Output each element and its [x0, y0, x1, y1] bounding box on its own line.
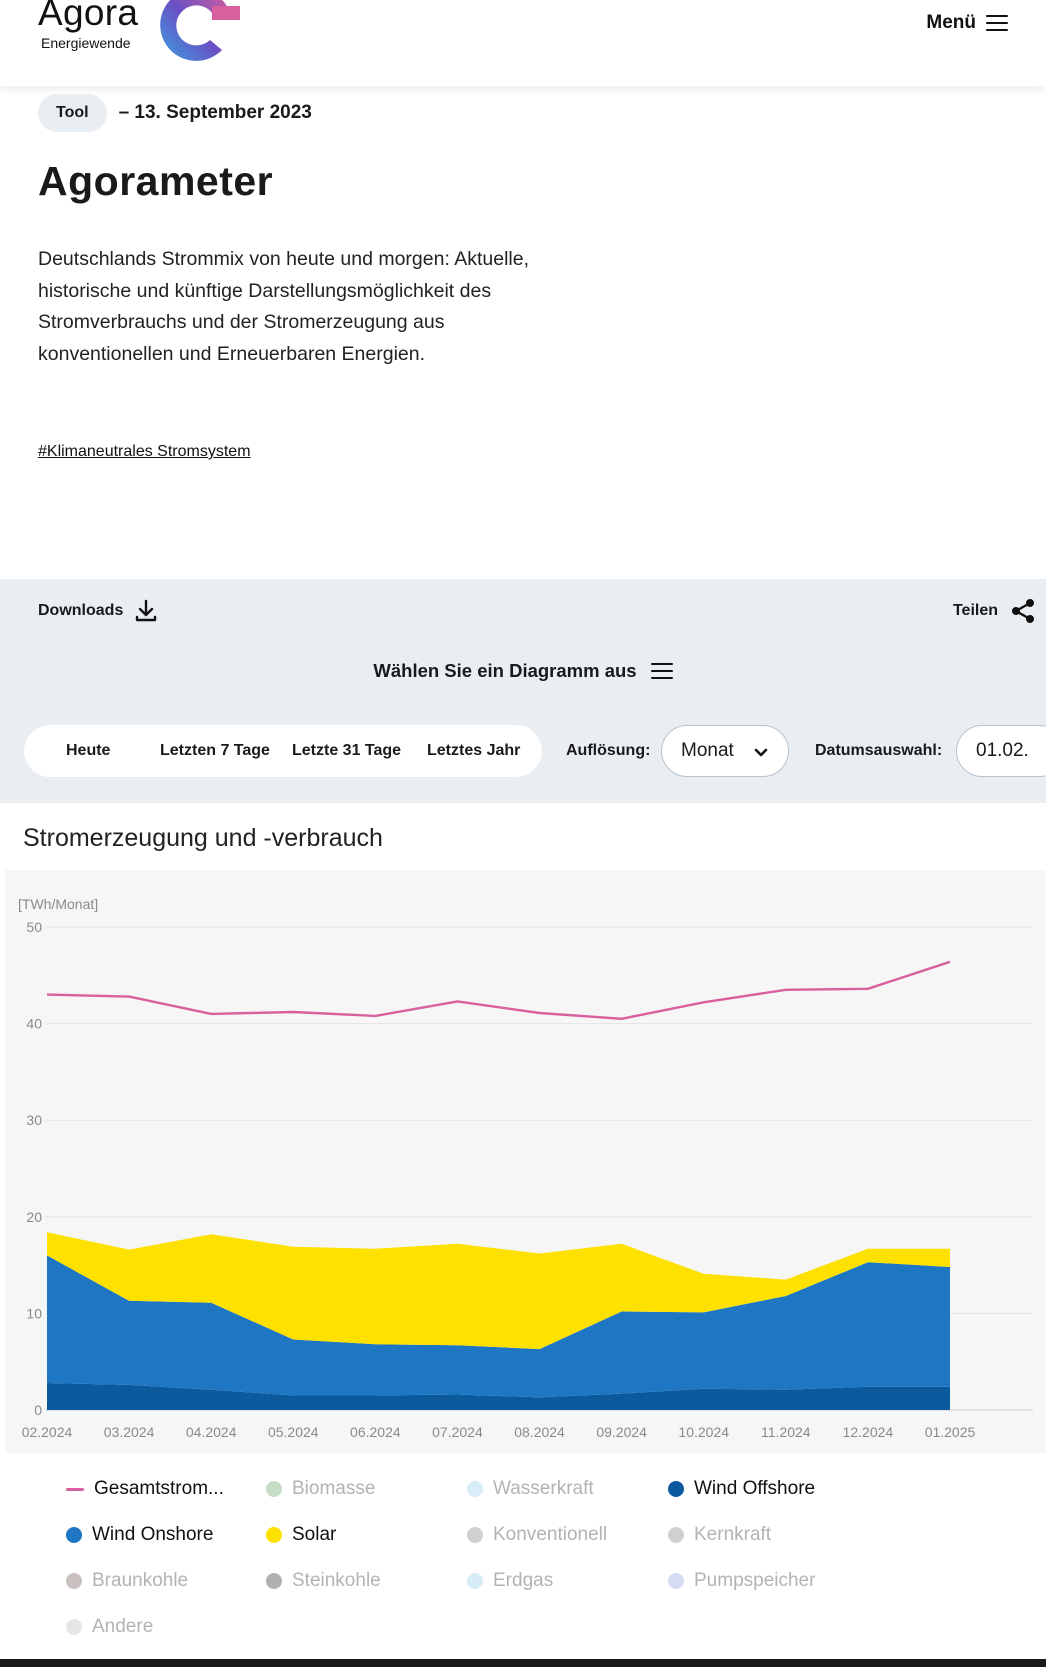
area-chart [5, 870, 1046, 1453]
range-last-year[interactable]: Letztes Jahr [427, 742, 521, 759]
legend-label: Biomasse [292, 1478, 376, 1499]
chart-area [5, 870, 1046, 1453]
download-icon [135, 599, 157, 623]
x-tick-label: 07.2024 [432, 1424, 483, 1440]
chart-selector[interactable] [0, 660, 1046, 682]
resolution-label: Auflösung: [566, 742, 651, 759]
legend-item[interactable] [668, 1478, 815, 1500]
legend-dot-swatch [467, 1481, 483, 1497]
date-picker-label: Datumsauswahl: [815, 742, 943, 759]
hamburger-icon [986, 15, 1008, 31]
legend-dot-swatch [467, 1573, 483, 1589]
legend-item[interactable] [266, 1478, 375, 1500]
date-picker-input[interactable] [956, 725, 1046, 777]
y-tick-label: 0 [34, 1402, 42, 1418]
list-icon [651, 663, 673, 679]
logo-subtitle[interactable]: Energiewende [41, 35, 131, 51]
legend-label: Wind Offshore [694, 1478, 816, 1499]
legend-item[interactable] [66, 1524, 213, 1546]
resolution-select[interactable] [661, 725, 789, 777]
legend-label: Wind Onshore [92, 1524, 214, 1545]
legend-label: Solar [292, 1524, 337, 1545]
site-header [0, 0, 1046, 86]
menu-button[interactable] [926, 12, 1008, 34]
legend-label: Gesamtstrom... [94, 1478, 224, 1499]
date-picker-value: 01.02. [976, 740, 1029, 761]
publish-date: – 13. September 2023 [118, 102, 312, 123]
downloads-label: Downloads [38, 602, 124, 619]
chart-legend [0, 1478, 1046, 1658]
resolution-value: Monat [681, 740, 734, 761]
legend-dot-swatch [66, 1527, 82, 1543]
range-31-days[interactable]: Letzte 31 Tage [292, 742, 402, 759]
y-tick-label: 30 [26, 1112, 42, 1129]
legend-dot-swatch [266, 1573, 282, 1589]
legend-item[interactable] [467, 1524, 607, 1546]
x-tick-label: 08.2024 [514, 1424, 565, 1440]
y-tick-label: 50 [26, 919, 42, 935]
x-tick-label: 03.2024 [103, 1424, 155, 1440]
x-tick-label: 12.2024 [842, 1424, 894, 1440]
legend-dot-swatch [266, 1527, 282, 1543]
x-tick-label: 06.2024 [350, 1424, 401, 1440]
legend-label: Erdgas [493, 1570, 554, 1591]
legend-dot-swatch [467, 1527, 483, 1543]
legend-dot-swatch [266, 1481, 282, 1497]
y-tick-label: 10 [26, 1305, 42, 1322]
legend-item[interactable] [668, 1570, 815, 1592]
legend-label: Kernkraft [694, 1524, 772, 1545]
legend-dot-swatch [668, 1481, 684, 1497]
legend-label: Konventionell [493, 1524, 608, 1545]
downloads-button[interactable] [38, 599, 157, 623]
legend-item[interactable] [66, 1616, 153, 1638]
y-axis-label: [TWh/Monat] [18, 896, 99, 912]
legend-item[interactable] [66, 1570, 188, 1592]
legend-item[interactable] [467, 1570, 553, 1592]
line-series-total [47, 962, 950, 1019]
category-tag[interactable]: Tool [38, 94, 107, 132]
legend-label: Andere [92, 1616, 154, 1637]
share-label: Teilen [952, 602, 998, 619]
x-tick-label: 05.2024 [267, 1424, 319, 1440]
legend-dot-swatch [668, 1527, 684, 1543]
x-tick-label: 10.2024 [678, 1424, 730, 1440]
legend-dot-swatch [668, 1573, 684, 1589]
legend-item[interactable] [266, 1570, 381, 1592]
legend-item[interactable] [668, 1524, 771, 1546]
legend-item[interactable] [66, 1478, 224, 1500]
time-range-group [24, 725, 542, 777]
legend-dot-swatch [66, 1573, 82, 1589]
legend-item[interactable] [467, 1478, 594, 1500]
chart-toolbar [0, 579, 1046, 803]
range-7-days[interactable]: Letzten 7 Tage [160, 742, 270, 759]
chart-selector-label: Wählen Sie ein Diagramm aus [373, 660, 637, 681]
share-button[interactable] [953, 599, 1036, 623]
article-meta [38, 94, 312, 132]
legend-label: Pumpspeicher [694, 1570, 816, 1591]
legend-label: Steinkohle [292, 1570, 381, 1591]
x-tick-label: 04.2024 [185, 1424, 237, 1440]
intro-text: Deutschlands Strommix von heute und morgen: Aktuelle, historische und künftige Darstellungsmöglichkeit des Stromverbrauchs und der Stromerzeugung aus konventionellen und Erneuerbaren Energien. [38, 248, 530, 365]
legend-item[interactable] [266, 1524, 336, 1546]
x-tick-label: 09.2024 [596, 1424, 647, 1440]
hashtag-link[interactable]: #Klimaneutrales Stromsystem [38, 443, 251, 460]
bottom-bar [0, 1659, 1046, 1667]
page-title: Agorameter [38, 158, 274, 204]
legend-line-swatch [66, 1488, 84, 1491]
share-icon [1010, 599, 1036, 623]
chevron-down-icon [754, 742, 768, 762]
logo-mark-icon[interactable] [152, 0, 240, 68]
logo-wordmark[interactable]: Agora [38, 0, 139, 33]
y-tick-label: 20 [26, 1208, 42, 1225]
menu-label: Menü [926, 12, 976, 33]
legend-label: Wasserkraft [493, 1478, 594, 1499]
x-tick-label: 01.2025 [924, 1424, 976, 1440]
x-tick-label: 02.2024 [21, 1424, 73, 1440]
legend-dot-swatch [66, 1619, 82, 1635]
legend-label: Braunkohle [92, 1570, 189, 1591]
range-today[interactable]: Heute [66, 742, 111, 759]
chart-title: Stromerzeugung und -verbrauch [23, 824, 383, 852]
x-tick-label: 11.2024 [761, 1424, 811, 1440]
y-tick-label: 40 [26, 1015, 42, 1032]
